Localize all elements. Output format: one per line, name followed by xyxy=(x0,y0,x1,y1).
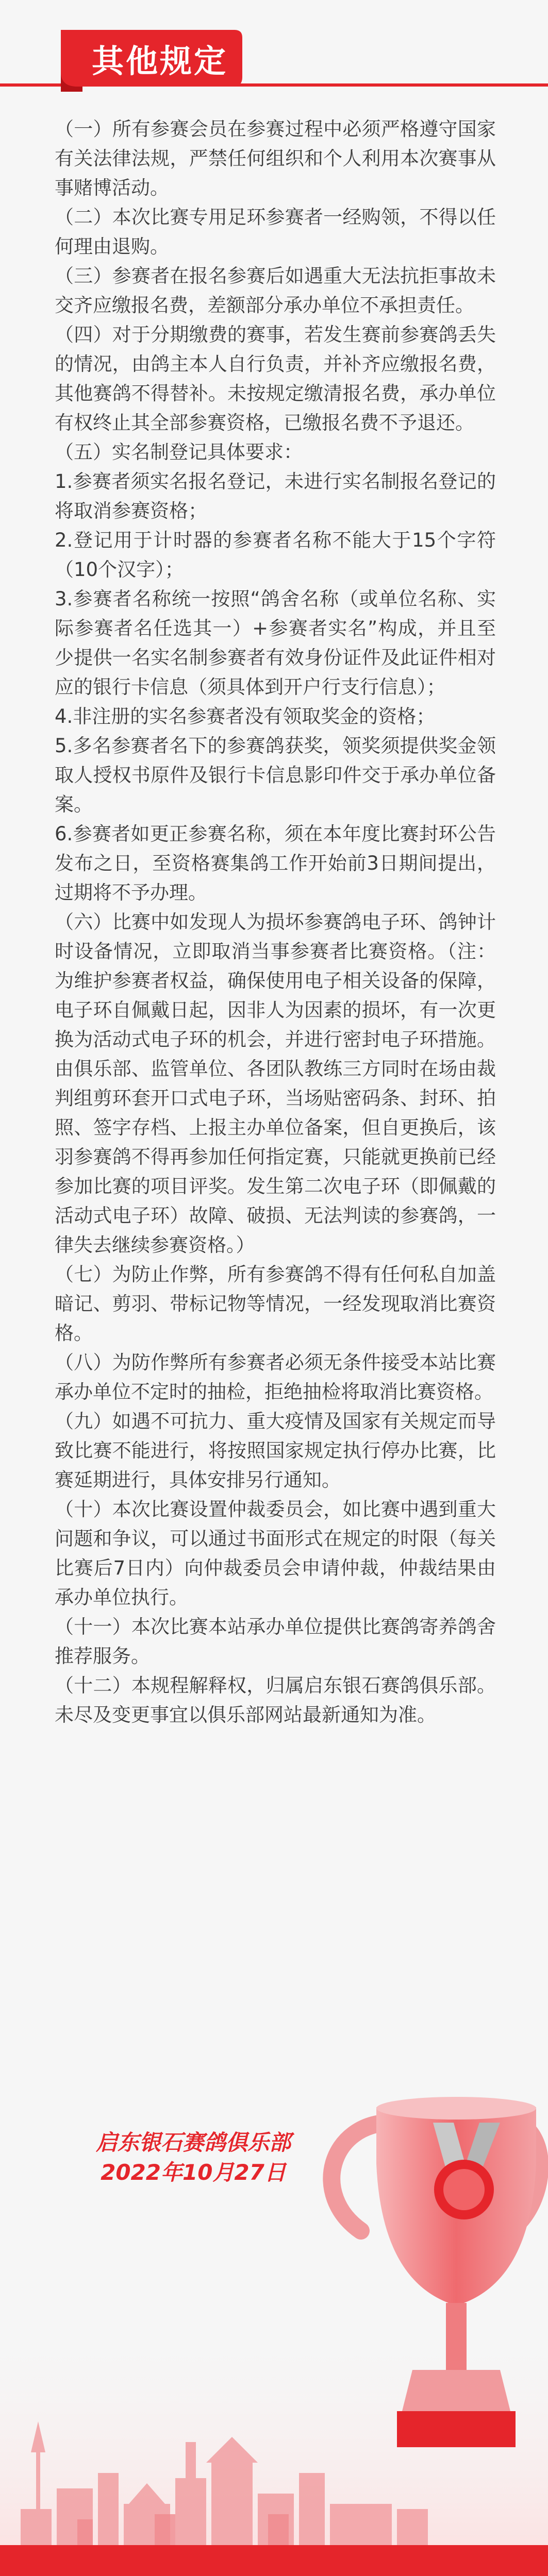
rule-paragraph: （二）本次比赛专用足环参赛者一经购领，不得以任何理由退购。 xyxy=(55,206,496,258)
rule-paragraph: （四）对于分期缴费的赛事，若发生赛前参赛鸽丢失的情况，由鸽主本人自行负责，并补齐应缴报名费，其他赛鸽不得替补。未按规定缴清报名费，承办单位有权终止其全部参赛资格，已缴报名费不予退还。 xyxy=(55,324,496,434)
rule-paragraph: （九）如遇不可抗力、重大疫情及国家有关规定而导致比赛不能进行，将按照国家规定执行停办比赛，比赛延期进行，具体安排另行通知。 xyxy=(55,1410,496,1491)
rule-paragraph: 1.参赛者须实名报名登记，未进行实名制报名登记的将取消参赛资格； xyxy=(55,470,496,522)
signature-block xyxy=(0,2128,387,2188)
page-title: 其他规定 xyxy=(91,42,228,80)
section-header xyxy=(0,0,548,118)
rule-paragraph: 2.登记用于计时器的参赛者名称不能大于15个字符（10个汉字）； xyxy=(55,529,496,581)
rule-paragraph: （一）所有参赛会员在参赛过程中必须严格遵守国家有关法律法规，严禁任何组织和个人利用本次赛事从事赌博活动。 xyxy=(55,118,496,199)
rules-content xyxy=(55,114,496,1730)
rule-paragraph: （五）实名制登记具体要求： xyxy=(55,441,303,463)
organization-name: 启东银石赛鸽俱乐部 xyxy=(95,2130,291,2155)
rule-paragraph: （六）比赛中如发现人为损坏参赛鸽电子环、鸽钟计时设备情况，立即取消当事参赛者比赛资格。（注：为维护参赛者权益，确保使用电子相关设备的保障，电子环自佩戴日起，因非人为因素的损坏，有一次更换为活动式电子环的机会，并进行密封电子环措施。由俱乐部、监管单位、各团队教练三方同时在场由裁判组剪环套开口式电子环，当场贴密码条、封环、拍照、签字存档、上报主办单位备案，但自更换后，该羽参赛鸽不得再参加任何指定赛，只能就更换前已经参加比赛的项目评奖。发生第二次电子环（即佩戴的活动式电子环）故障、破损、无法判读的参赛鸽，一律失去继续参赛资格。） xyxy=(55,911,496,1256)
rule-paragraph: 3.参赛者名称统一按照“鸽舍名称（或单位名称、实际参赛者名任选其一）+参赛者实名”构成，并且至少提供一名实名制参赛者有效身份证件及此证件相对应的银行卡信息（须具体到开户行支行信息）； xyxy=(55,588,496,698)
rule-paragraph: （十二）本规程解释权，归属启东银石赛鸽俱乐部。未尽及变更事宜以俱乐部网站最新通知为准。 xyxy=(55,1674,496,1726)
rule-paragraph: 5.多名参赛者名下的参赛鸽获奖，领奖须提供奖金领取人授权书原件及银行卡信息影印件交于承办单位备案。 xyxy=(55,735,496,816)
rule-paragraph: （十一）本次比赛本站承办单位提供比赛鸽寄养鸽舍推荐服务。 xyxy=(55,1616,496,1667)
rule-paragraph: （七）为防止作弊，所有参赛鸽不得有任何私自加盖暗记、剪羽、带标记物等情况，一经发现取消比赛资格。 xyxy=(55,1263,496,1344)
rule-paragraph: （十）本次比赛设置仲裁委员会，如比赛中遇到重大问题和争议，可以通过书面形式在规定的时限（每关比赛后7日内）向仲裁委员会申请仲裁，仲裁结果由承办单位执行。 xyxy=(55,1498,496,1608)
rule-paragraph: （八）为防作弊所有参赛者必须无条件接受本站比赛承办单位不定时的抽检，拒绝抽检将取消比赛资格。 xyxy=(55,1351,496,1403)
rule-paragraph: 6.参赛者如更正参赛名称，须在本年度比赛封环公告发布之日，至资格赛集鸽工作开始前3日期间提出，过期将不予办理。 xyxy=(55,823,496,904)
rule-paragraph: （三）参赛者在报名参赛后如遇重大无法抗拒事故未交齐应缴报名费，差额部分承办单位不承担责任。 xyxy=(55,265,496,316)
signature-date: 2022年10月27日 xyxy=(101,2160,286,2185)
rule-paragraph: 4.非注册的实名参赛者没有领取奖金的资格； xyxy=(55,705,436,727)
